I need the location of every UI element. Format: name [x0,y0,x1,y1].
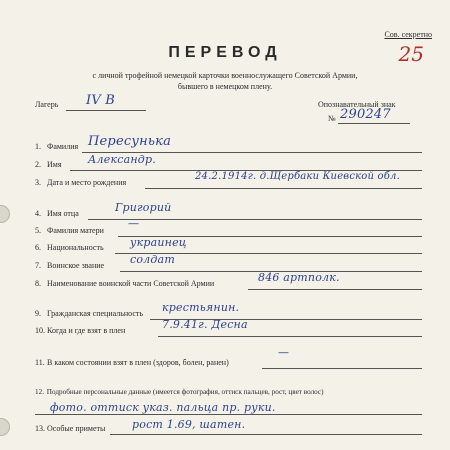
field-10-value: 7.9.41г. Десна [162,318,248,331]
field-2-label: 2. Имя [35,160,62,169]
field-1-value: Пересунька [88,134,172,149]
field-4-label: 4. Имя отца [35,209,79,218]
page-number: 25 [398,42,424,66]
field-8-value: 846 артполк. [258,271,340,284]
field-7-label: 7. Воинское звание [35,261,105,270]
field-9-label: 9. Гражданская специальность [35,309,144,318]
field-12-value: фото. оттиск указ. пальца пр. руки. [50,401,276,414]
camp-rule [66,110,146,111]
field-4-value: Григорий [115,201,172,214]
field-9-value: крестьянин. [162,301,240,314]
field-10-label: 10. Когда и где взят в плен [35,326,126,335]
field-11-value: — [278,346,290,359]
field-5-value: — [128,217,140,230]
subtitle-line-2: бывшего в немецком плену. [177,82,273,91]
document-title: ПЕРЕВОД [168,44,282,61]
camp-value: IV B [86,93,116,108]
field-13-value: рост 1.69, шатен. [132,418,246,431]
field-6-label: 6. Национальность [35,243,104,252]
field-6-value: украинец [130,236,187,249]
field-12-rule [35,414,422,415]
ident-number-sign: № [328,114,336,123]
field-1-label: 1. Фамилия [35,142,79,151]
field-11-rule [262,368,422,369]
field-13-label: 13. Особые приметы [35,424,106,433]
field-8-label: 8. Наименование воинской части Советской Армии [35,279,215,288]
ident-rule [338,123,410,124]
subtitle-line-1: с личной трофейной немецкой карточки военнослужащего Советской Армии, [92,71,358,80]
field-10-rule [158,336,422,337]
ident-value: 290247 [340,107,391,122]
classification-stamp: Сов. секретно [384,30,432,39]
field-8-rule [248,289,422,290]
field-12-label: 12. Подробные персональные данные (имеется фотография, оттиск пальцев, рост, цвет волос) [35,388,324,396]
field-3-rule [145,188,422,189]
field-3-value: 24.2.1914г. д.Щербаки Киевской обл. [195,171,401,182]
field-7-value: солдат [130,253,175,266]
field-2-value: Александр. [88,153,156,166]
field-13-rule [110,434,422,435]
punch-hole [0,205,10,223]
camp-label: Лагерь [35,100,59,109]
punch-hole [0,418,10,436]
field-3-label: 3. Дата и место рождения [35,178,127,187]
ident-label: Опознавательный знак [318,100,396,109]
field-11-label: 11. В каком состоянии взят в плен (здоров, болен, ранен) [35,358,229,367]
field-5-label: 5. Фамилия матери [35,226,104,235]
